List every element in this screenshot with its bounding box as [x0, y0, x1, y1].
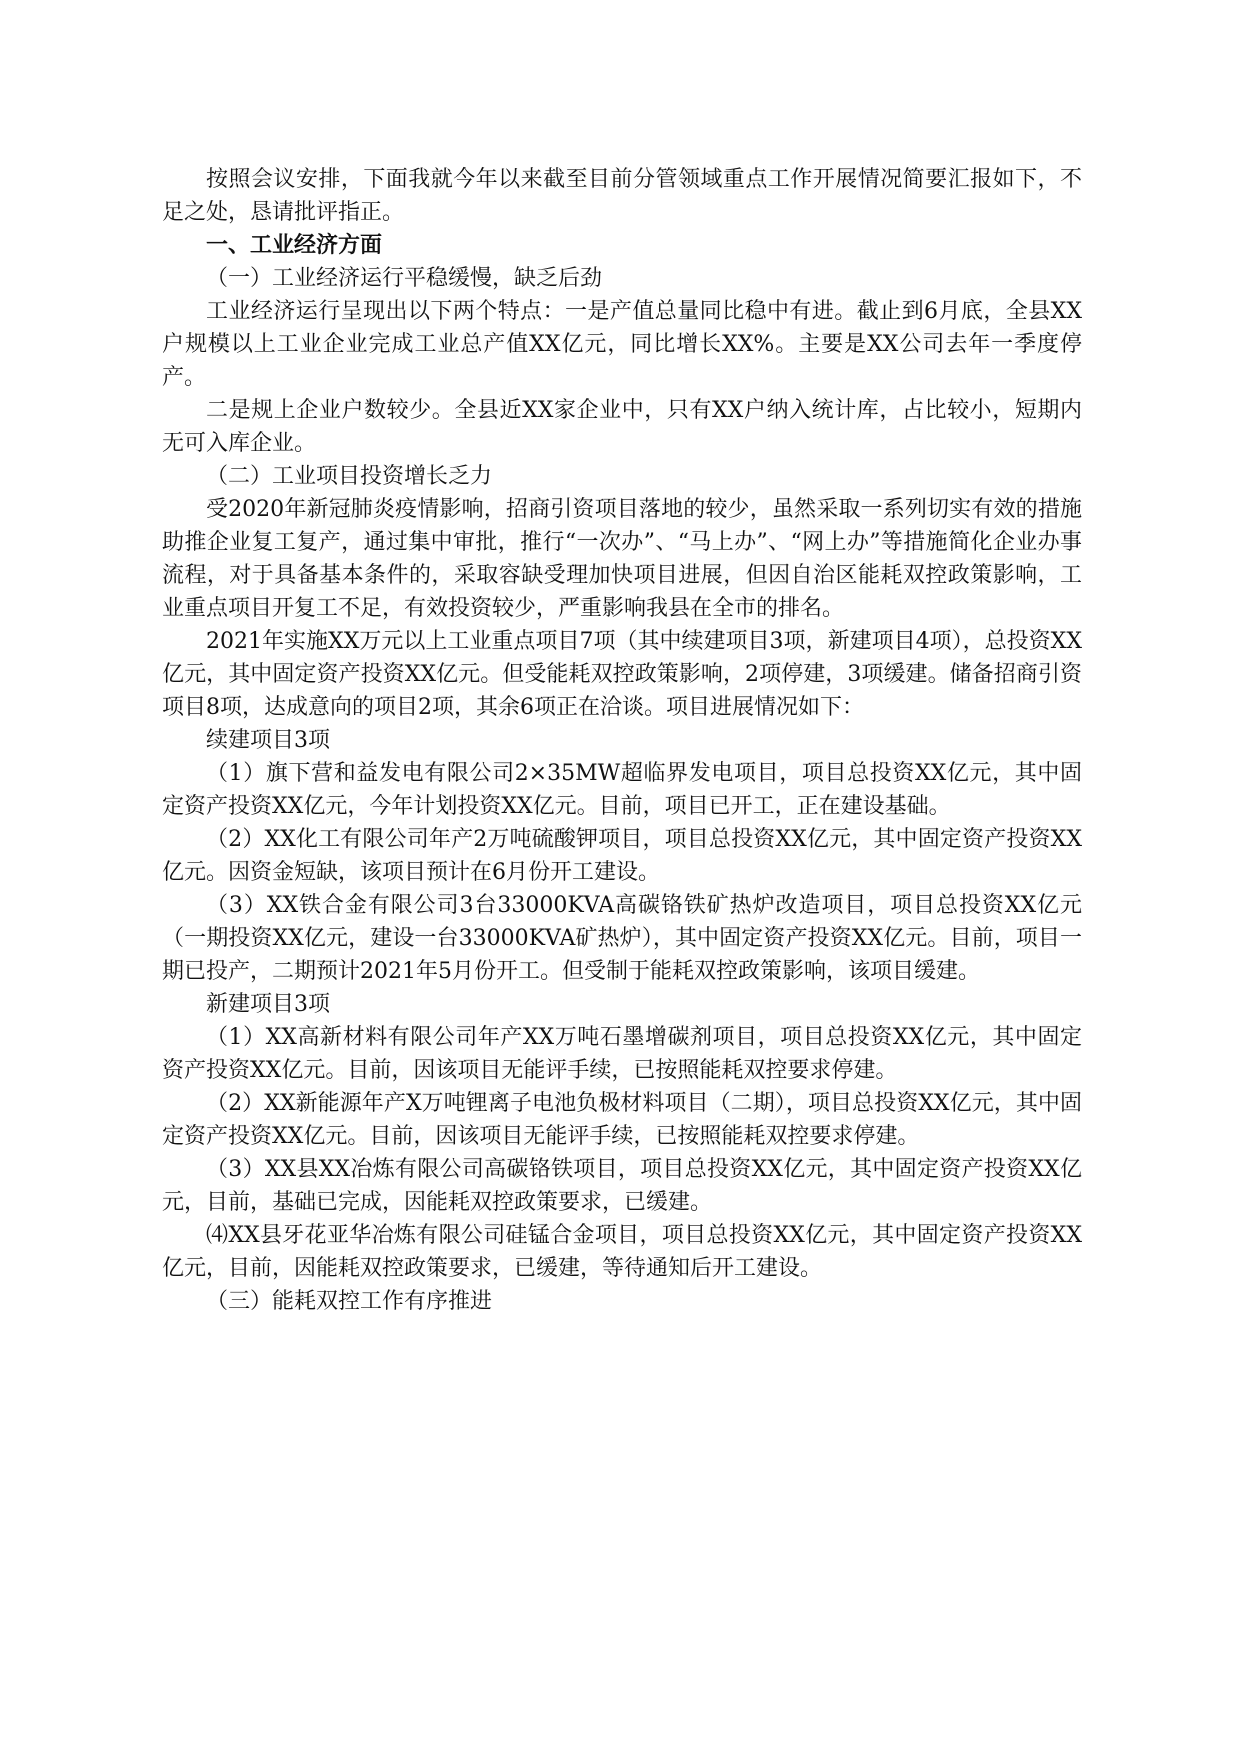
document-body	[162, 163, 1082, 1318]
intro-paragraph: 按照会议安排，下面我就今年以来截至目前分管领域重点工作开展情况简要汇报如下，不足之处，恳请批评指正。	[162, 167, 1082, 225]
subsection-heading-2: （二）工业项目投资增长乏力	[206, 464, 493, 489]
subsection-heading-1: （一）工业经济运行平稳缓慢，缺乏后劲	[206, 266, 603, 291]
list-item: （2）XX新能源年产X万吨锂离子电池负极材料项目（二期），项目总投资XX亿元，其中固定资产投资XX亿元。目前，因该项目无能评手续，已按照能耗双控要求停建。	[162, 1091, 1082, 1149]
list-heading-continuing-projects: 续建项目3项	[206, 728, 330, 753]
list-item: （3）XX县XX冶炼有限公司高碳铬铁项目，项目总投资XX亿元，其中固定资产投资XX亿元，目前，基础已完成，因能耗双控政策要求，已缓建。	[162, 1157, 1082, 1215]
paragraph: 受2020年新冠肺炎疫情影响，招商引资项目落地的较少，虽然采取一系列切实有效的措施助推企业复工复产，通过集中审批，推行“一次办”、“马上办”、“网上办”等措施简化企业办事流程，对于具备基本条件的，采取容缺受理加快项目进展，但因自治区能耗双控政策影响，工业重点项目开复工不足，有效投资较少，严重影响我县在全市的排名。	[162, 497, 1082, 621]
list-item: ⑷XX县牙花亚华冶炼有限公司硅锰合金项目，项目总投资XX亿元，其中固定资产投资XX亿元，目前，因能耗双控政策要求，已缓建，等待通知后开工建设。	[162, 1223, 1082, 1281]
section-heading-industrial-economy: 一、工业经济方面	[206, 232, 383, 258]
list-item: （1）旗下营和益发电有限公司2×35MW超临界发电项目，项目总投资XX亿元，其中固定资产投资XX亿元，今年计划投资XX亿元。目前，项目已开工，正在建设基础。	[162, 761, 1082, 819]
list-item: （1）XX高新材料有限公司年产XX万吨石墨增碳剂项目，项目总投资XX亿元，其中固定资产投资XX亿元。目前，因该项目无能评手续，已按照能耗双控要求停建。	[162, 1025, 1082, 1083]
paragraph: 2021年实施XX万元以上工业重点项目7项（其中续建项目3项，新建项目4项），总投资XX亿元，其中固定资产投资XX亿元。但受能耗双控政策影响，2项停建，3项缓建。储备招商引资项目8项，达成意向的项目2项，其余6项正在洽谈。项目进展情况如下：	[162, 629, 1082, 720]
subsection-heading-3: （三）能耗双控工作有序推进	[206, 1289, 493, 1314]
paragraph: 工业经济运行呈现出以下两个特点：一是产值总量同比稳中有进。截止到6月底，全县XX户规模以上工业企业完成工业总产值XX亿元，同比增长XX%。主要是XX公司去年一季度停产。	[162, 299, 1082, 390]
list-heading-new-projects: 新建项目3项	[206, 992, 330, 1017]
list-item: （3）XX铁合金有限公司3台33000KVA高碳铬铁矿热炉改造项目，项目总投资XX亿元（一期投资XX亿元，建设一台33000KVA矿热炉），其中固定资产投资XX亿元。目前，项目一期已投产，二期预计2021年5月份开工。但受制于能耗双控政策影响，该项目缓建。	[162, 893, 1082, 984]
paragraph: 二是规上企业户数较少。全县近XX家企业中，只有XX户纳入统计库，占比较小，短期内无可入库企业。	[162, 398, 1082, 456]
list-item: （2）XX化工有限公司年产2万吨硫酸钾项目，项目总投资XX亿元，其中固定资产投资XX亿元。因资金短缺，该项目预计在6月份开工建设。	[162, 827, 1082, 885]
